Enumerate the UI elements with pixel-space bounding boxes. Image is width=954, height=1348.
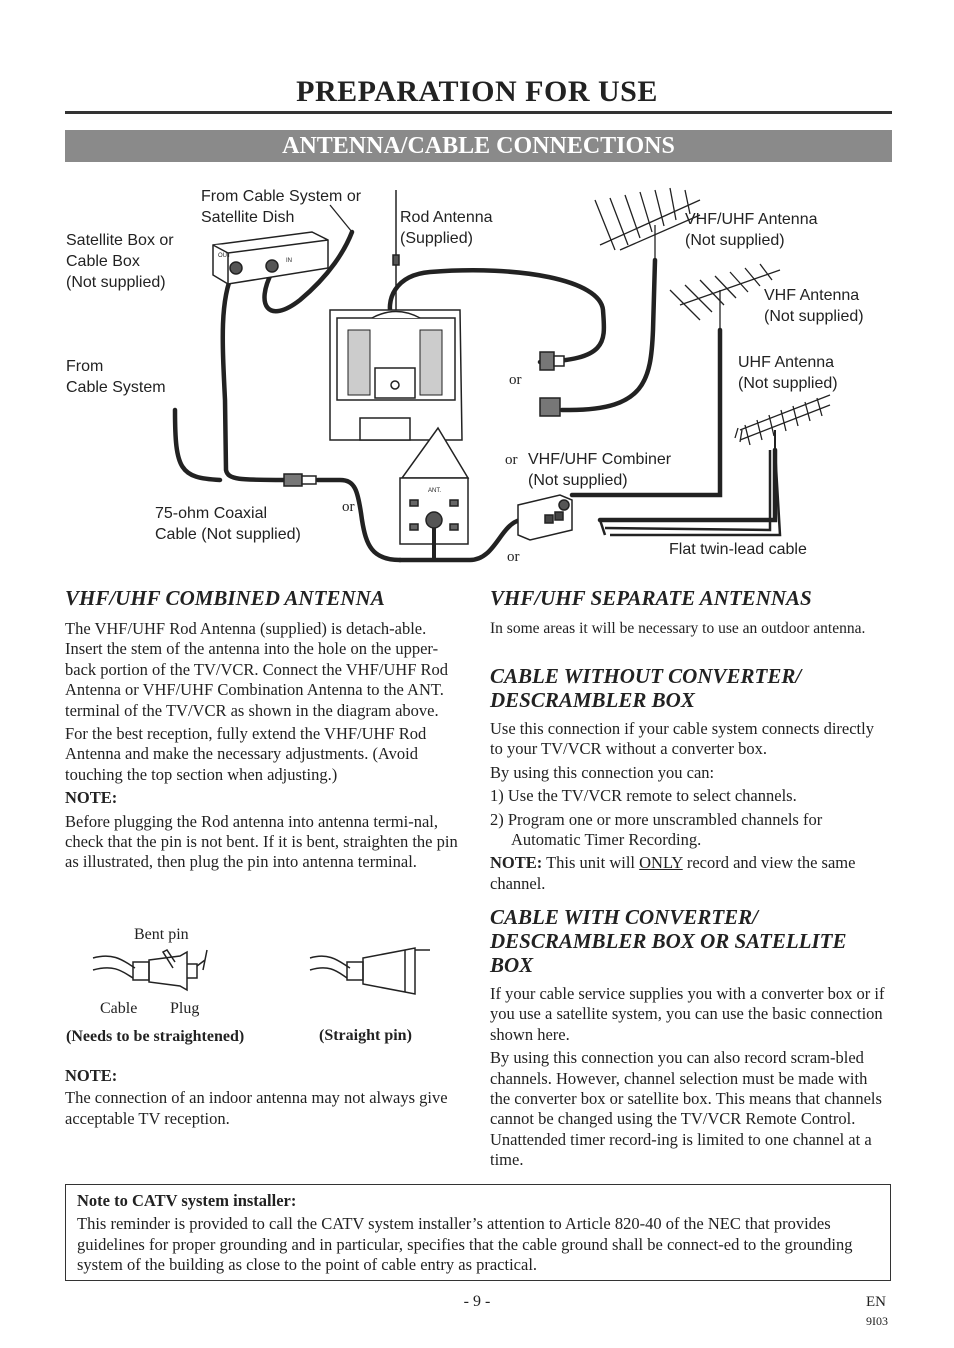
box-out-label: OUT [218, 253, 231, 259]
without-paragraph-1: Use this connection if your cable system connects directly to your TV/VCR without a converter box. [490, 719, 874, 759]
label-rod-antenna [400, 207, 493, 249]
label-line: Cable (Not supplied) [155, 526, 301, 543]
label-line: VHF Antenna [764, 287, 860, 304]
label-line: Rod Antenna [400, 209, 493, 226]
combined-antenna-section [65, 586, 465, 873]
combined-note-label: NOTE: [65, 788, 118, 808]
plug-label: Plug [170, 1000, 200, 1017]
with-paragraph-2: By using this connection you can also record scram-bled channels. However, channel selection must be made with the converter box or satellite box. This means that channels cannot be changed using the TV/VCR Remote Control. Unattended timer record-ing is limited to one channel at a time. [490, 1048, 882, 1170]
note-only: ONLY [639, 853, 683, 873]
label-line: VHF/UHF Antenna [685, 211, 818, 228]
catv-body: This reminder is provided to call the CATV system installer’s attention to Article 820-40 of the NEC that provides guidelines for proper grounding and in particular, specifies that the cable ground shall be connect-ed to the grounding system of the building as close to the point of cable entry as practical. [77, 1214, 853, 1275]
pin-illustration [85, 940, 465, 1015]
label-twin-lead: Flat twin-lead cable [669, 541, 807, 558]
language-code: EN [866, 1294, 886, 1310]
label-line: (Not supplied) [738, 375, 838, 392]
with-heading-line-1: CABLE WITH CONVERTER/ [490, 905, 759, 929]
label-or: or [509, 372, 522, 388]
label-or: or [505, 452, 518, 468]
combined-heading: VHF/UHF COMBINED ANTENNA [65, 586, 385, 610]
box-in-label: IN [286, 258, 292, 264]
note-text-b: record and view the same channel. [490, 853, 856, 893]
coax-connector [284, 474, 316, 486]
label-line: From [66, 358, 104, 375]
bent-pin-label: Bent pin [134, 926, 189, 943]
note-label: NOTE: [490, 853, 543, 873]
indoor-antenna-note [65, 1066, 465, 1129]
without-list-item-1: 1) Use the TV/VCR remote to select channels. [490, 786, 797, 806]
note-text: The connection of an indoor antenna may not always give acceptable TV reception. [65, 1088, 448, 1128]
page-title: PREPARATION FOR USE [296, 75, 658, 108]
combined-paragraph-2: For the best reception, fully extend the VHF/UHF Rod Antenna and make the necessary adjustments. (Avoid touching the top section when adjusting.) [65, 724, 427, 784]
without-heading-line-2: DESCRAMBLER BOX [490, 688, 695, 712]
label-coaxial-cable [155, 503, 301, 545]
without-list-item-2: 2) Program one or more unscrambled channels for [490, 809, 823, 829]
label-line: (Not supplied) [764, 308, 864, 325]
needs-straightened-label: (Needs to be straightened) [66, 1028, 245, 1045]
label-line: UHF Antenna [738, 354, 835, 371]
label-line: Cable Box [66, 253, 140, 270]
label-from-cable-dish [201, 186, 361, 228]
label-or: or [342, 499, 355, 515]
combiner-device [518, 495, 572, 540]
note-text-a: This unit will [542, 853, 640, 873]
catv-title: Note to CATV system installer: [77, 1191, 297, 1210]
ant-terminal-zoom [400, 428, 468, 560]
section-banner-text: ANTENNA/CABLE CONNECTIONS [282, 133, 675, 159]
label-satellite-box [66, 230, 174, 293]
separate-paragraph: In some areas it will be necessary to use an outdoor antenna. [490, 620, 866, 637]
with-heading-line-3: BOX [490, 953, 534, 977]
label-line: (Not supplied) [685, 232, 785, 249]
combined-paragraph-3: Before plugging the Rod antenna into antenna termi-nal, check that the pin is not bent. If it is bent, straighten the pin as illustrated, then plug the pin into antenna terminal. [65, 811, 458, 872]
label-line: Satellite Box or [66, 232, 174, 249]
combined-paragraph-1: The VHF/UHF Rod Antenna (supplied) is detach-able. Insert the stem of the antenna into the hole on the upper-back portion of the TV/VCR. Connect the VHF/UHF Rod Antenna or VHF/UHF Combination Antenna to the ANT. terminal of the TV/VCR as shown in the diagram above. [65, 619, 448, 720]
tv-vcr-back [330, 310, 462, 440]
label-line: VHF/UHF Combiner [528, 451, 672, 468]
label-vhf-uhf-antenna [685, 209, 818, 251]
cable-with-converter-section [490, 905, 885, 1171]
label-uhf-antenna [738, 352, 838, 394]
ant-label: ANT. [428, 488, 442, 494]
without-heading-line-1: CABLE WITHOUT CONVERTER/ [490, 664, 802, 688]
label-line: (Not supplied) [66, 274, 166, 291]
section-banner [65, 130, 892, 162]
label-line: Satellite Dish [201, 209, 295, 226]
straight-pin-label: (Straight pin) [319, 1027, 412, 1044]
label-line: (Supplied) [400, 230, 473, 247]
catv-note-box [65, 1184, 891, 1281]
separate-heading: VHF/UHF SEPARATE ANTENNAS [490, 586, 812, 610]
without-note [490, 853, 885, 894]
label-vhf-antenna [764, 285, 864, 327]
label-from-cable-system [66, 356, 166, 398]
uhf-antenna-drawing [735, 395, 830, 455]
cable-without-converter-section [490, 664, 885, 894]
page-number: - 9 - [463, 1293, 491, 1310]
document-code: 9I03 [866, 1314, 888, 1328]
label-combiner [528, 449, 671, 491]
label-line: From Cable System or [201, 188, 362, 205]
rod-antenna [393, 190, 399, 325]
with-heading-line-2: DESCRAMBLER BOX OR SATELLITE [490, 929, 847, 953]
note-label: NOTE: [65, 1066, 118, 1085]
without-list-item-2-cont: Automatic Timer Recording. [511, 830, 702, 850]
label-or: or [507, 549, 520, 565]
separate-antennas-section [490, 586, 885, 639]
label-line: (Not supplied) [528, 472, 628, 489]
label-line: 75-ohm Coaxial [155, 505, 268, 522]
title-rule [65, 111, 892, 114]
without-paragraph-2: By using this connection you can: [490, 762, 715, 782]
label-line: Cable System [66, 379, 166, 396]
with-paragraph-1: If your cable service supplies you with a converter box or if you use a satellite system, you can use the basic connection shown here. [490, 984, 885, 1044]
adapter-plugs [540, 352, 564, 416]
cable-label: Cable [100, 1000, 138, 1017]
